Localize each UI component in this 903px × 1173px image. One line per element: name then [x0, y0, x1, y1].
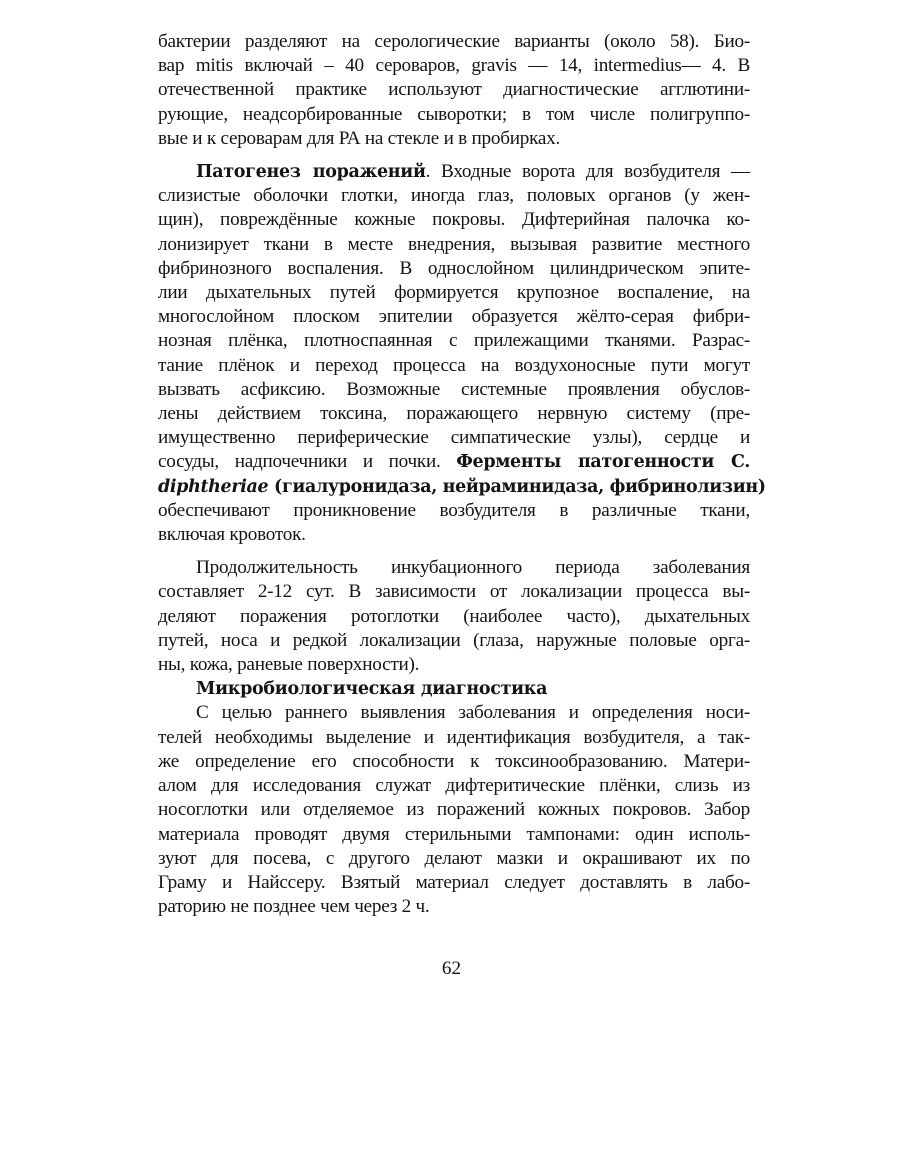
page-number: 62	[441, 958, 462, 979]
text-line: рующие, неадсорбированные сыворотки; в том числе полигруппо-	[158, 103, 750, 125]
text-line: С целью раннего выявления заболевания и определения носи-	[196, 702, 750, 724]
text-line: отечественной практике используют диагностические агглютини-	[158, 79, 750, 101]
text-line: лонизирует ткани в месте внедрения, вызывая развитие местного	[158, 233, 750, 255]
text-line: тание плёнок и переход процесса на воздухоносные пути могут	[158, 354, 750, 376]
pathogenesis-heading: Патогенез поражений	[196, 162, 426, 183]
paragraph-serovars	[158, 30, 750, 151]
text-line: бактерии разделяют на серологические варианты (около 58). Био-	[158, 31, 750, 52]
text-line: включая кровоток.	[158, 524, 306, 546]
page-body	[158, 30, 766, 919]
text-line: ны, кожа, раневые поверхности).	[158, 654, 420, 676]
text-line: фибринозного воспаления. В однослойном цилиндрическом эпите-	[158, 257, 750, 279]
enzymes-bold-text: Ферменты патогенности C.	[456, 452, 750, 473]
text-line: лены действием токсина, поражающего нервную систему (пре-	[158, 403, 750, 425]
text-line: телей необходимы выделение и идентификация возбудителя, а так-	[158, 726, 750, 748]
text-line: зуют для посева, с другого делают мазки и окрашивают их по	[158, 847, 750, 869]
enzymes-list: (гиалуронидаза, нейраминидаза, фибринолизин)	[268, 476, 766, 497]
text-line: вызвать асфиксию. Возможные системные проявления обуслов-	[158, 378, 750, 400]
text-run: . Входные ворота для возбудителя —	[425, 161, 750, 183]
text-line: обеспечивают проникновение возбудителя в различные ткани,	[158, 499, 750, 521]
text-line: составляет 2-12 сут. В зависимости от локализации процесса вы-	[158, 581, 750, 603]
text-line: путей, носа и редкой локализации (глаза, наружные половые орга-	[158, 629, 750, 651]
text-line: раторию не позднее чем через 2 ч.	[158, 896, 430, 918]
text-line: материала проводят двумя стерильными тампонами: один исполь-	[158, 823, 750, 845]
text-line: носоглотки или отделяемое из поражений кожных покровов. Забор	[158, 799, 750, 821]
text-line	[158, 160, 750, 184]
text-line: деляют поражения ротоглотки (наиболее часто), дыхательных	[158, 605, 750, 627]
text-line: имущественно периферические симпатические узлы), сердце и	[158, 427, 750, 449]
text-line: же определение его способности к токсинообразованию. Матери-	[158, 750, 750, 772]
text-line	[158, 475, 766, 499]
text-line: Продолжительность инкубационного периода заболевания	[196, 557, 750, 579]
text-line: алом для исследования служат дифтеритические плёнки, слизь из	[158, 775, 750, 797]
text-line: нозная плёнка, плотноспаянная с прилежащими тканями. Разрас-	[158, 330, 750, 352]
species-name: diphtheriae	[158, 476, 269, 497]
text-line: Граму и Найссеру. Взятый материал следует доставлять в лабо-	[158, 871, 750, 893]
text-run: сосуды, надпочечники и почки.	[158, 451, 457, 473]
paragraph-incubation	[158, 556, 750, 677]
text-line: вар mitis включай – 40 сероваров, gravis — 14, intermedius— 4. В	[158, 55, 750, 77]
section-heading: Микробиологическая диагностика	[196, 679, 548, 700]
text-line: щин), повреждённые кожные покровы. Дифтерийная палочка ко-	[158, 209, 750, 231]
paragraph-pathogenesis	[158, 160, 766, 547]
text-line: лии дыхательных путей формируется крупозное воспаление, на	[158, 282, 750, 304]
text-line: многослойном плоском эпителии образуется жёлто-серая фибри-	[158, 306, 750, 328]
text-line: вые и к сероварам для РА на стекле и в пробирках.	[158, 127, 561, 149]
paragraph-diagnostics	[158, 701, 750, 919]
text-line	[158, 450, 750, 474]
text-line: слизистые оболочки глотки, иногда глаз, половых органов (у жен-	[158, 185, 750, 207]
